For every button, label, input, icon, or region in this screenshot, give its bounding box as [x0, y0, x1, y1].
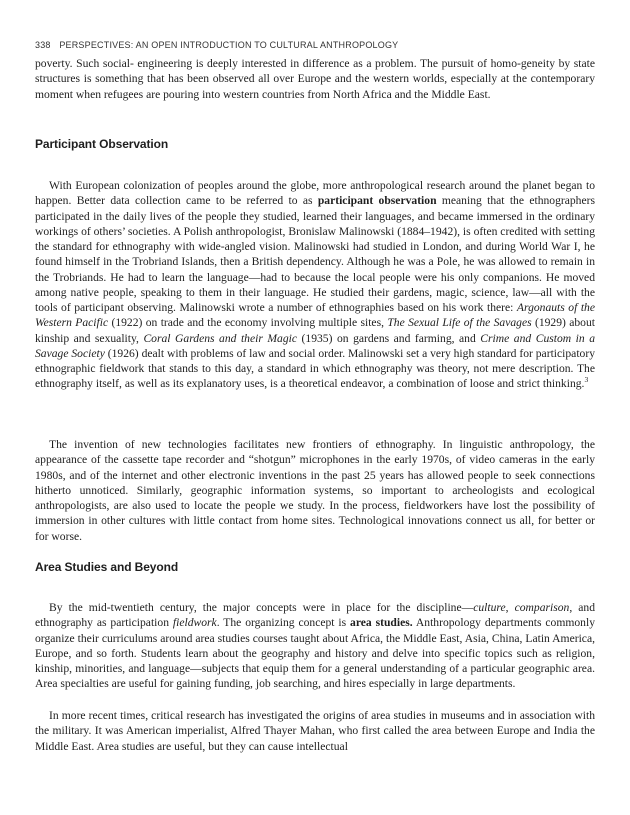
- paragraph-malinowski: With European colonization of peoples around the globe, more anthropological research around the planet began to happen. Better data collection came to be referred to as participant observation meaning that the ethnographers participated in the daily lives of the people they studied, learned their languages, and became immersed in the ordinary workings of others’ societies. A Polish anthropologist, Bronislaw Malinowski (1884–1942), is often credited with setting the standard for ethnography with wide-angled vision. Malinowski had studied in London, and during World War I, he found himself in the Trobriand Islands, then a British dependency. Although he was a Pole, he was allowed to remain in the Trobriands. He had to learn the language—had to because the local people were his only companions. He moved among native people, speaking to them in their language. He studied their gardens, magic, science, law—all with the tools of participant observing. Malinowski wrote a number of ethnographies based on his work there: Argonauts of the Western Pacific (1922) on trade and the economy involving multiple sites, The Sexual Life of the Savages (1929) about kinship and sexuality, Coral Gardens and their Magic (1935) on gardens and farming, and Crime and Custom in a Savage Society (1926) dealt with problems of law and social order. Malinowski set a very high standard for participatory ethnographic fieldwork that stands to this day, a standard in which ethnography was theory, not mere description. The ethnography itself, as well as its explanatory uses, is a theoretical endeavor, a combination of loose and strict thinking.$^3$: [35, 179, 596, 391]
- book-title-coral-gardens: Coral Gardens and their Magic: [143, 331, 298, 345]
- heading-participant-observation: Participant Observation: [35, 137, 169, 151]
- term-participant-observation: participant observation: [317, 194, 437, 208]
- book-title-argonauts: Argonauts of the Western Pacific: [35, 301, 595, 330]
- book-title: PERSPECTIVES: AN OPEN INTRODUCTION TO CULTURAL ANTHROPOLOGY: [59, 40, 399, 50]
- book-title-crime-custom: Crime and Custom in a Savage Society: [35, 331, 595, 360]
- paragraph-text: The invention of new technologies facilitates new frontiers of ethnography. In linguistic anthropology, the appearance of the cassette tape recorder and “shotgun” microphones in the early 1970s, of video cameras in the early 1980s, and of the internet and other electronic inventions in the past 25 years has allowed people to seek connections hitherto unnoticed. Similarly, geographic information systems, so important to archeologists and ecological anthropologists, are also used to locate the people we study. In the process, fieldworkers have lost the possibility of immersion in other cultures with little contact from home sites. Technological innovations connect us all, for better or for worse.: [35, 438, 595, 543]
- page-number: 338: [35, 40, 51, 50]
- term-area-studies: area studies.: [350, 616, 413, 630]
- footnote-marker: 3: [584, 375, 589, 385]
- paragraph-text: poverty. Such social- engineering is deeply interested in difference as a problem. The pursuit of homo-geneity by state structures is something that has been observed all over Europe and the western worlds, especially at the contemporary moment when refugees are pouring into western countries from North Africa and the Middle East.: [35, 57, 595, 101]
- term-fieldwork: fieldwork: [172, 616, 217, 630]
- running-header: [35, 40, 398, 50]
- paragraph-area-studies: By the mid-twentieth century, the major concepts were in place for the discipline—culture, comparison, and ethnography as participation fieldwork. The organizing concept is area studies. Anthropology departments commonly organize their curriculums around area studies courses taught about Africa, the Middle East, Asia, China, Latin America, Europe, and so forth. Students learn about the geography and history and delve into specific topics such as religion, kinship, minorities, and language—subjects that equip them for a general understanding of a particular geographic area. Area specialties are useful for gaining funding, job searching, and hires especially in large departments.: [35, 601, 596, 691]
- term-culture: culture: [473, 601, 506, 614]
- paragraph-recent-times: [35, 708, 595, 754]
- paragraph-refugees: [35, 56, 595, 102]
- paragraph-text: In more recent times, critical research has investigated the origins of area studies in museums and in association with the military. It was American imperialist, Alfred Thayer Mahan, who first called the area between Europe and India the Middle East. Area studies are useful, but they can cause intellectual: [35, 709, 595, 753]
- book-title-sexual-life: The Sexual Life of the Savages: [387, 316, 532, 330]
- paragraph-technologies: [35, 437, 595, 544]
- heading-area-studies: Area Studies and Beyond: [35, 560, 179, 574]
- term-comparison: comparison: [514, 601, 570, 614]
